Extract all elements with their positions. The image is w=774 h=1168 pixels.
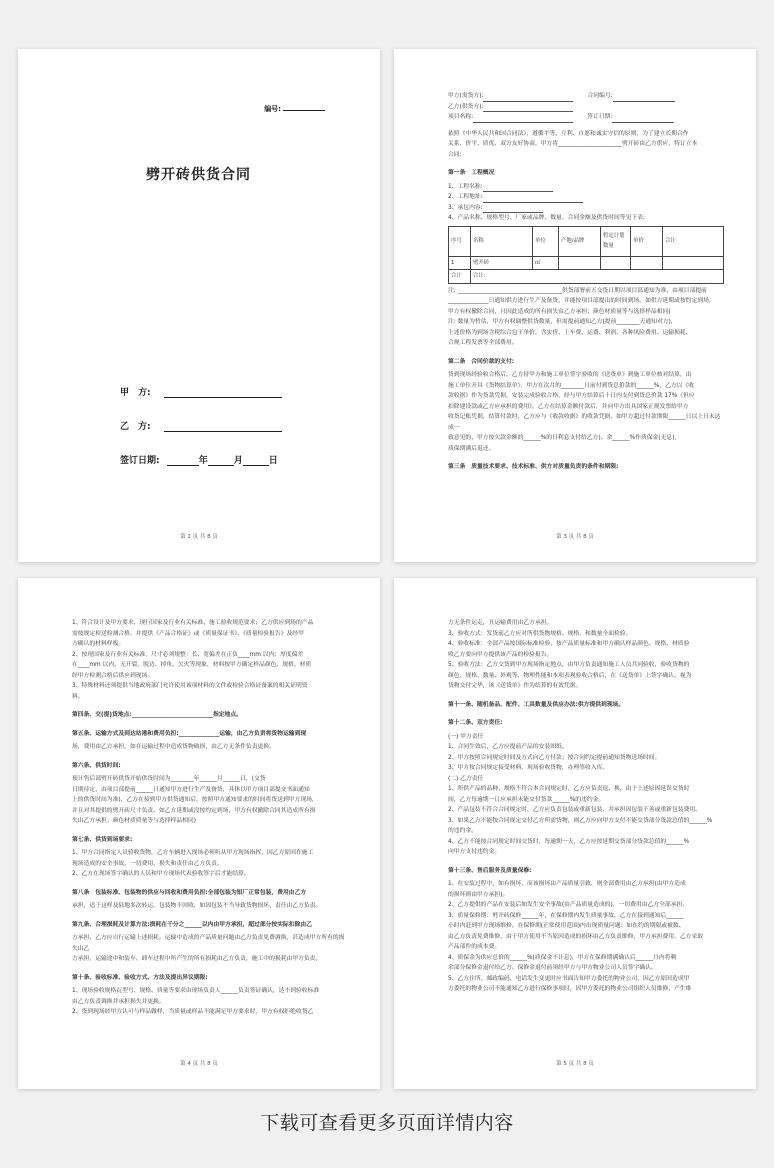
table-row xyxy=(449,256,724,270)
art1-item xyxy=(448,182,724,193)
art2-line: 货到现场经验收合格后，乙方持甲方和施工单位签字验收的《送货单》到施工单位核对结算，由 xyxy=(448,372,692,378)
contract-code xyxy=(264,104,325,114)
article-9-title: 第九条、合理损耗及计算方法:损耗在千分之______以内由甲方承担，超过部分按实际扣除由乙 xyxy=(72,921,312,928)
art1-item xyxy=(448,203,724,214)
art2-line: 施工单位开具《货物结算单》，甲方在次月的________日前付到货总价款的______%，乙方以《收 xyxy=(448,382,695,389)
text-line: 2、货到现场经甲方认可与样品做样，当质量或样品不能满足甲方要求时，甲方有权拒绝收货乙 xyxy=(72,1009,314,1015)
page-5-content xyxy=(448,618,724,995)
code-blank xyxy=(283,110,325,111)
article-12-title: 第十二条、双方责任: xyxy=(448,720,503,726)
text-line: 由乙方负责调换并承担损失并更换。 xyxy=(72,998,165,1005)
blank xyxy=(483,184,553,192)
party-b-blank xyxy=(164,431,282,432)
note-line: 注: 数量为暂估，甲方有权调整供货数量，但需提前通知乙方(提前________天通知对方)， xyxy=(448,319,677,325)
text-line: 现场造成的安全事故，一切费用、损失和责任由乙方负责。 xyxy=(72,860,223,867)
article-4: 第四条、交(提)货地点:____________________________指定地点。 xyxy=(72,712,242,718)
page-3-content xyxy=(448,91,724,476)
text-line: 并且对其提供的劈开砖尺寸负责。如乙方延期或没按约定到场，甲方有权撤除合同其造成所有损 xyxy=(72,807,316,814)
text-line: 1、甲方合同指定人员验收货物，乙方车辆进入现场必须听从甲方现场指挥，因乙方原因在施工 xyxy=(72,850,314,856)
art2-line: 款收据》作为货款凭据，安装完成验收合格，经与甲方结算后十日内支付到货总价款 17%《但应 xyxy=(448,393,695,399)
table-total-value: 合计: xyxy=(471,270,724,284)
text-line: 方确认的材料样板。 xyxy=(72,641,125,647)
text-line: 收乙方要向甲方提供该产品的检验报告。 xyxy=(448,651,553,658)
text-line: 4、质保金为供应总价的______%(质保金不计息)，甲方在保修期满确认后______月内将剩 xyxy=(448,954,677,961)
text-line: 颜色、规格、数量、外观等，物理性能和本项表观验收合格后，在《送货单》上签字确认，视为 xyxy=(448,672,692,679)
contract-page-3 xyxy=(394,49,756,562)
project-label: 项目名称: xyxy=(448,114,474,120)
text-line: 承担，适于这样及陆地多次转运，包装物不回收，如因包装不当导致货物损坏，责任由乙方负责。 xyxy=(72,903,322,909)
article-5-title: 第五条、运输方式及到达站港和费用负担:______________运输，由乙方负责将货物运输到现 xyxy=(72,730,307,737)
table-header-cell: 名称 xyxy=(471,226,533,256)
intro-line: 合同: xyxy=(448,151,462,158)
note-line: 合规工程发票等全部费用。 xyxy=(448,340,518,346)
download-more-text[interactable]: 下载可查看更多页面详情内容 xyxy=(260,1112,514,1134)
art1-item xyxy=(448,192,724,203)
table-cell xyxy=(663,256,724,270)
text-line: (二) 乙方责任 xyxy=(448,775,484,782)
blank xyxy=(613,94,675,102)
month-blank xyxy=(208,465,234,466)
header-row-3 xyxy=(448,112,724,123)
party-a-label: 甲 方: xyxy=(120,388,151,398)
note-line: ______________日通知供方进行生产及备货，并能按项目部提出的时间到场。如供方延期或按约定到场， xyxy=(448,298,715,304)
year-label: 年 xyxy=(198,456,208,466)
art1-item-label: 1、工程名称: xyxy=(448,183,483,190)
cover-page xyxy=(18,49,380,562)
article-10-title: 第十条、验收标准、验收方式、方法及提出异议期限: xyxy=(72,974,208,981)
intro-line: 依照《中华人民共和国合同法》，遵循平等、互利、自愿和诚实守信的原则，为了建立长期合作 xyxy=(448,130,689,137)
day-blank xyxy=(243,465,269,466)
text-line: 向甲方支付违约金。 xyxy=(448,849,501,855)
text-line: 经甲方检测合格后供应到现场。 xyxy=(72,672,154,679)
table-cell xyxy=(601,256,631,270)
table-cell: ㎡ xyxy=(533,256,559,270)
article-11-title: 第十一条、随机备品、配件、工具数量及供应办法:供方提供到现场。 xyxy=(448,701,625,708)
blank xyxy=(612,115,674,123)
article-13-title: 第十三条、售后服务及质量保修: xyxy=(448,867,532,874)
art2-line: 致意见的，甲方按欠款金额的______%的日利息支付给乙方)。余______%作质保金(无息)， xyxy=(448,435,681,441)
page-4-content xyxy=(72,618,348,1018)
page-footer: 第 4 页 共 8 页 xyxy=(180,1061,218,1067)
sign-date-label: 签订日期: xyxy=(120,456,160,466)
page-footer: 第 5 页 共 8 页 xyxy=(556,1061,594,1067)
text-line: 日期待定，由项目部提前______日通知甲方进行生产及备货，具体以甲方项目部提交书面通知 xyxy=(72,786,310,793)
page-footer: 第 2 页 共 8 页 xyxy=(180,534,218,540)
table-header-cell: 合计 xyxy=(663,226,724,256)
party-a-row xyxy=(120,385,282,398)
month-label: 月 xyxy=(233,456,243,466)
text-line: 小时内赶到甲方现场维修。在保修期(正常使用范围)内出现质量问题；如在约的期限或被数、 xyxy=(448,923,685,929)
text-line: 方承担，乙方应自行运输上述损耗。运输中造成的产品质量问题由乙方负责免费调换，甚造成甲方所有的损失由乙 xyxy=(72,935,345,952)
text-line: 1、符合设计及甲方要求，现行国家及行业有关标准、施工验收规范要求；乙方供应到场的产品 xyxy=(72,620,314,626)
note-line: 上述价格为到场含税综合包干单价，含实价、上车费、运费、利润、各种风险费用、运输损耗、 xyxy=(448,329,692,336)
text-line: 上的供货时间为准)，乙方在接到甲方供货通知后，按照甲方通知要求的时间将货送到甲方现场， xyxy=(72,797,318,803)
table-header-row xyxy=(449,226,724,256)
text-line: 1、所供产品的品种、规格不符合本合同规定时，乙方应负责退、换，由于上述原因延误交货时 xyxy=(448,786,690,792)
text-line: 场，费用由乙方承担，如在运输过程中造成货物破损，由乙方无条件负责更换。 xyxy=(72,744,275,750)
text-line: 3、甲方按合同规定接受材料，现场验收货物，办理签收入库。 xyxy=(448,765,609,771)
table-header-cell: 单价 xyxy=(631,226,663,256)
table-cell: 劈开砖 xyxy=(471,256,533,270)
blank xyxy=(483,104,573,112)
text-line: 方委托的物业公司不能通知乙方进行保修事项时，因甲方委托的物业公司组织人员维修，产生维 xyxy=(448,986,692,992)
text-line: 方无条件运走，且运输费用由乙方承担。 xyxy=(448,620,553,626)
note-line: 甲方有权撤除合同，且因此造成的所有损失由乙方承担；颜色材质量等与选择样品相同) xyxy=(448,308,671,315)
text-line: 3、如果乙方不能按合同规定交付乙方所需货物，则乙方应向甲方支付不能交货部分货款总值的______% xyxy=(448,817,713,824)
table-total-label: 合计 xyxy=(449,270,471,284)
blank xyxy=(483,205,543,213)
buyer-label: 甲方(需货方): xyxy=(448,93,484,99)
contract-page-4 xyxy=(18,578,380,1089)
text-line: 2、甲方按照合同规定时间及方式向乙方付款；按合同约定提前通知货物送场时间。 xyxy=(448,754,661,761)
table-total-row xyxy=(449,270,724,284)
text-line: 料。 xyxy=(72,693,84,700)
text-line: 失由乙方承担；颜色材质质量等与选择样品相同) xyxy=(72,818,196,824)
contract-no-label: 合同编号: xyxy=(587,93,613,99)
art2-line: 质保期满后退还。 xyxy=(448,445,495,452)
code-label: 编号: xyxy=(264,105,281,113)
article-7-title: 第七条、供货到场要求: xyxy=(72,836,133,843)
text-line: 2、乙方在现场签字确认的人员和甲方现场代表验收签字后才能结算。 xyxy=(72,871,250,877)
table-header-cell: 单位 xyxy=(533,226,559,256)
text-line: 1、在安装过程中，如有损坏，而该损坏由产品质量引致，则全部费用由乙方承担(由甲方造成 xyxy=(448,881,686,887)
text-line: 1、现场验收规格瓦型号、规格、质量等要求由现场负责人______负责签证确认，达不到验收标准 xyxy=(72,988,320,994)
sign-date-label: 签订日期: xyxy=(587,114,613,120)
year-blank xyxy=(167,465,199,466)
text-line: 3、质量保修期：劈开砖保修______年，在保修期内发生质量事故，乙方在接到通知后______ xyxy=(448,912,684,919)
art1-item-label: 3、承包内容: xyxy=(448,204,483,211)
party-b-row xyxy=(120,419,282,432)
seller-label: 乙方(供货方): xyxy=(448,103,484,110)
text-line: 由乙方负责免费维修，由于甲方使用不当原因造成的损坏由乙方负责维修，甲方承担费用，乙方采取 xyxy=(448,933,704,940)
blank xyxy=(473,115,573,123)
text-line: 3、验收方式：发货前乙方应对所供货物规格、规格、和数量全面检验。 xyxy=(448,630,632,637)
text-line: 预计售后部劈开砖供货开始供货时间为________年______月______日，(交货 xyxy=(72,776,266,782)
text-line: 的损坏则由甲方承担)。 xyxy=(448,891,509,898)
blank xyxy=(483,94,573,102)
text-line: 5、乙方住所、邮政编码、电话发生变更时应书面告知甲方委托的物业公司，因乙方原因造成甲 xyxy=(448,975,690,982)
table-header-cell: 序号 xyxy=(449,226,471,256)
text-line: 1、合同生效后，乙方应提前产品的安装图纸。 xyxy=(448,744,568,750)
table-header-cell: 暂定计划数量 xyxy=(601,226,631,256)
text-line: 5、验收方法：乙方交货到甲方现场指定地点，由甲方负责通知施工人员共同验收，验收货物的 xyxy=(448,662,690,668)
header-row-1 xyxy=(448,91,724,102)
party-a-blank xyxy=(164,397,282,398)
text-line: (一) 甲方责任 xyxy=(448,733,484,740)
goods-table xyxy=(448,226,724,284)
article-3-title: 第三条 质量技术要求、技术标准、供方对质量负责的条件和期限: xyxy=(448,464,619,470)
article-2-title: 第二条 合同价款的支付: xyxy=(448,358,515,365)
text-line: 2、乙方提供的产品在安装后如发生安全事故(由产品质量造成的)，一切费用由乙方全部承担。 xyxy=(448,902,689,908)
text-line: 方承担，运输途中和装车、卸车过程中所产生的所有损耗由乙方负责，施工中的损耗由甲方负责。 xyxy=(72,956,322,962)
text-line: 2、按现国家及行业有关标准，尺寸必须规整：长、宽偏差在正负____mm 以内；厚度偏差 xyxy=(72,651,304,658)
text-line: 4、验收标准：全部产品按国际标准检验，按产品质量标准和甲方确认样品颜色、规格、材质验 xyxy=(448,641,690,647)
day-label: 日 xyxy=(268,456,278,466)
contract-page-5 xyxy=(394,578,756,1089)
art2-line: 扣除建设款或乙方应承担的费用》。乙方在结算金额付款后，并向甲方出具国家正规发票给甲方 xyxy=(448,403,689,410)
party-b-label: 乙 方: xyxy=(120,422,151,432)
page-footer: 第 3 页 共 8 页 xyxy=(556,534,594,540)
header-row-2 xyxy=(448,102,724,113)
table-cell xyxy=(559,256,601,270)
art1-item-label: 2、工程地址: xyxy=(448,194,483,200)
text-line: 的违约金。 xyxy=(448,828,477,834)
text-line: 3、特殊材料还须提供当地政府部门允许使用该项材料的文件或检验合格证备案的相关证明资 xyxy=(72,683,308,689)
text-line: 2、产品包装不符合合同规定时，乙方应负责包装或重新包装，并承担因包装不善或重新包装费用。 xyxy=(448,807,701,813)
text-line: 间，乙方每逾期一日应承担未能交付货款______%的违约金。 xyxy=(448,796,605,803)
cover-title: 劈开砖供货合同 xyxy=(146,167,251,183)
sign-date-row xyxy=(120,453,278,466)
text-line: 在____mm 以内，无开裂、脱边、掉角、欠火等现象，材料按甲方确定样品颜色、规格、材质 xyxy=(72,662,312,668)
text-line: 货物交付完毕，该《送货单》作为结算的有效凭据。 xyxy=(448,683,582,689)
note-line: 注: ____________________________________供货部署前五交货日期以项目部通知为准，由项目部提前 xyxy=(448,287,707,294)
blank xyxy=(483,195,583,203)
article-6-title: 第六条、供货时间: xyxy=(72,762,121,769)
article-8-title: 第八条 包装标准、包装物的供应与回收和费用负担:全部包装为铝厂正常包装，费用由乙方 xyxy=(72,889,307,896)
text-line: 需按规定检送检测合格，并提供《产品合格证》或《质量保证书》、《质量检验报告》及经甲 xyxy=(72,630,304,637)
table-header-cell: 产地/品牌 xyxy=(559,226,601,256)
intro-line: 关系，价平、质优、双方友好协商，甲方将______________________劈开砖由乙方供应，特订立本 xyxy=(448,141,698,147)
text-line: 余部分保修金退付给乙方。保修金退付前须经甲方与甲方物业公司人员签字确认。 xyxy=(448,965,657,971)
text-line: 4、乙方不能按合同规定时间交货时，每逾期一天，乙方应按延期交货部分货款总值的______% xyxy=(448,838,690,845)
art2-line: 收货记账凭据，结算付款时，乙方应与《收款收据》的收款凭据。如甲方超过付款期限______日以上且未达成一 xyxy=(448,414,721,431)
table-cell xyxy=(631,256,663,270)
art1-item: 4、产品名称、规格型号、厂家或品牌、数量、合同金额及供货时间等见下表: xyxy=(448,215,645,221)
table-cell: 1 xyxy=(449,256,471,270)
article-1-title: 第一条 工程概况 xyxy=(448,170,495,176)
text-line: 产品部件的成本费。 xyxy=(448,944,501,950)
